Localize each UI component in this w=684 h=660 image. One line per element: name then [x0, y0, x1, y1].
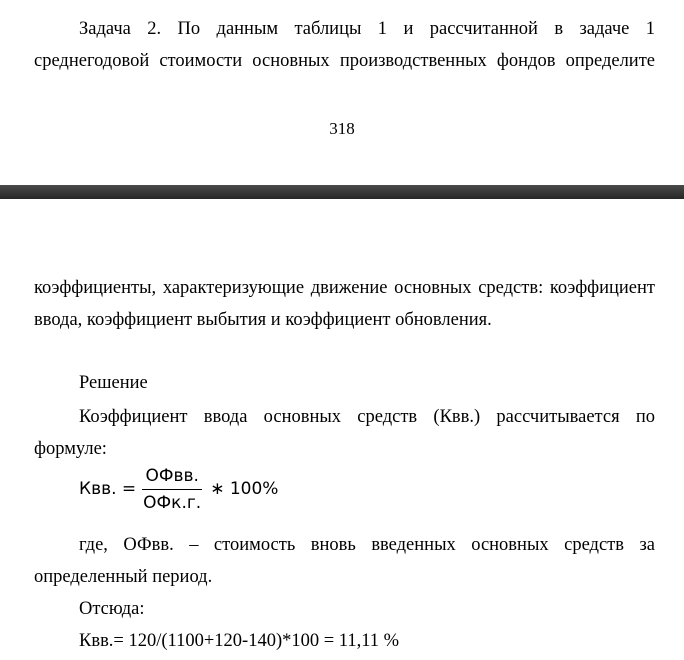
intro-line-2: формуле:: [34, 439, 107, 459]
where-line-1: где, ОФвв. – стоимость вновь введенных основных средств за: [79, 535, 655, 555]
formula-fraction: [140, 466, 204, 513]
formula-rhs: ∗ 100%: [210, 479, 279, 499]
body-line-2: ввода, коэффициент выбытия и коэффициент обновления.: [34, 310, 492, 330]
document-page-lower: [0, 199, 684, 660]
formula-lhs: Квв. =: [79, 479, 137, 499]
calculation-line: Квв.= 120/(1100+120-140)*100 = 11,11 %: [79, 631, 400, 651]
body-line-1: коэффициенты, характеризующие движение основных средств: коэффициент: [34, 278, 655, 298]
where-line-2: определенный период.: [34, 567, 213, 587]
task-line-1: Задача 2. По данным таблицы 1 и рассчитанной в задаче 1: [79, 19, 655, 39]
solution-heading: Решение: [79, 373, 148, 393]
document-page-upper: [0, 0, 684, 185]
formula-numerator: ОФвв.: [142, 466, 201, 490]
coefficient-formula: [79, 466, 278, 512]
page-break-divider: [0, 185, 684, 199]
task-line-2: среднегодовой стоимости основных производственных фондов определите: [34, 51, 655, 71]
hence-label: Отсюда:: [79, 599, 145, 619]
intro-line-1: Коэффициент ввода основных средств (Квв.) рассчитывается по: [79, 407, 655, 427]
formula-denominator: ОФк.г.: [143, 492, 202, 513]
page-number: 318: [329, 119, 355, 138]
